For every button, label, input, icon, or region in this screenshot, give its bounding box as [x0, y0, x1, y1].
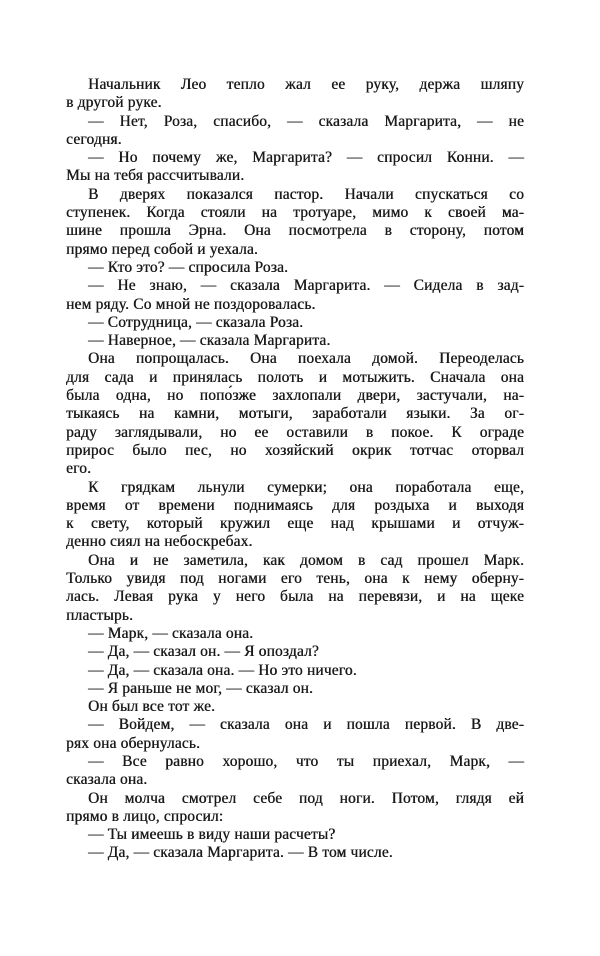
text-line: К грядкам льнули сумерки; она поработала еще,	[88, 478, 524, 496]
text-line: Только увидя под ногами его тень, она к нему оберну-	[66, 570, 524, 588]
text-line: прямо в лицо, спросил:	[66, 807, 224, 825]
text-line: рях она обернулась.	[66, 734, 201, 752]
text-line: — Но почему же, Маргарита? — спросил Конни. —	[88, 149, 524, 167]
text-line: — Все равно хорошо, что ты приехал, Марк, —	[88, 752, 524, 770]
text-line: — Не знаю, — сказала Маргарита. — Сидела в зад-	[88, 277, 524, 295]
text-line: ступенек. Когда стояли на тротуаре, мимо к своей ма-	[66, 204, 524, 222]
text-line: его.	[66, 460, 92, 478]
text-line: Она и не заметила, как домом в сад прошел Марк.	[88, 551, 524, 569]
text-line: Мы на тебя рассчитывали.	[66, 167, 245, 185]
text-line: шине прошла Эрна. Она посмотрела в сторону, потом	[66, 222, 524, 240]
text-line: прирос было пес, но хозяйский окрик тотчас оторвал	[66, 441, 524, 459]
text-line: Начальник Лео тепло жал ее руку, держа шляпу	[88, 76, 524, 93]
text-line: нем ряду. Со мной не поздоровалась.	[66, 295, 316, 313]
text-line: раду заглядывали, но ее оставили в покое. К ограде	[66, 423, 524, 441]
text-line: — Наверное, — сказала Маргарита.	[88, 332, 331, 350]
text-line: для сада и принялась полоть и мотыжить. Сначала она	[66, 368, 524, 386]
text-line: Он молча смотрел себе под ноги. Потом, глядя ей	[88, 789, 524, 807]
text-line: — Ты имеешь в виду наши расчеты?	[88, 826, 336, 844]
text-line: тыкаясь на камни, мотыги, заработали языки. За ог-	[66, 405, 524, 423]
text-line: была одна, но попо́зже захлопали двери, застучали, на-	[66, 387, 524, 405]
text-line: — Я раньше не мог, — сказал он.	[88, 679, 313, 697]
text-line: к свету, который кружил еще над крышами и отчуж-	[66, 515, 524, 533]
text-line: — Да, — сказал он. — Я опоздал?	[88, 643, 319, 661]
text-line: — Марк, — сказала она.	[88, 624, 254, 642]
text-line: — Да, — сказала она. — Но это ничего.	[88, 661, 357, 679]
text-line: — Сотрудница, — сказала Роза.	[88, 313, 304, 331]
text-line: лась. Левая рука у него была на перевязи, и на щеке	[66, 588, 524, 606]
text-line: в другой руке.	[66, 94, 162, 112]
text-line: время от времени поднимаясь для роздыха и выходя	[66, 496, 524, 514]
text-line: Он был все тот же.	[88, 698, 216, 716]
text-line: — Да, — сказала Маргарита. — В том числе.	[88, 844, 393, 862]
text-line: пластырь.	[66, 606, 134, 624]
text-line: — Войдем, — сказала она и пошла первой. В две-	[88, 716, 524, 734]
text-line: сказала она.	[66, 771, 148, 789]
text-line: В дверях показался пастор. Начали спускаться со	[88, 185, 524, 203]
text-line: денно сиял на небоскребах.	[66, 533, 253, 551]
text-line: — Кто это? — спросила Роза.	[88, 258, 289, 276]
text-line: — Нет, Роза, спасибо, — сказала Маргарита, — не	[88, 112, 524, 130]
page-text-block	[66, 76, 524, 863]
text-line: сегодня.	[66, 130, 122, 148]
text-line: Она попрощалась. Она поехала домой. Переоделась	[88, 350, 524, 368]
text-line: прямо перед собой и уехала.	[66, 240, 258, 258]
